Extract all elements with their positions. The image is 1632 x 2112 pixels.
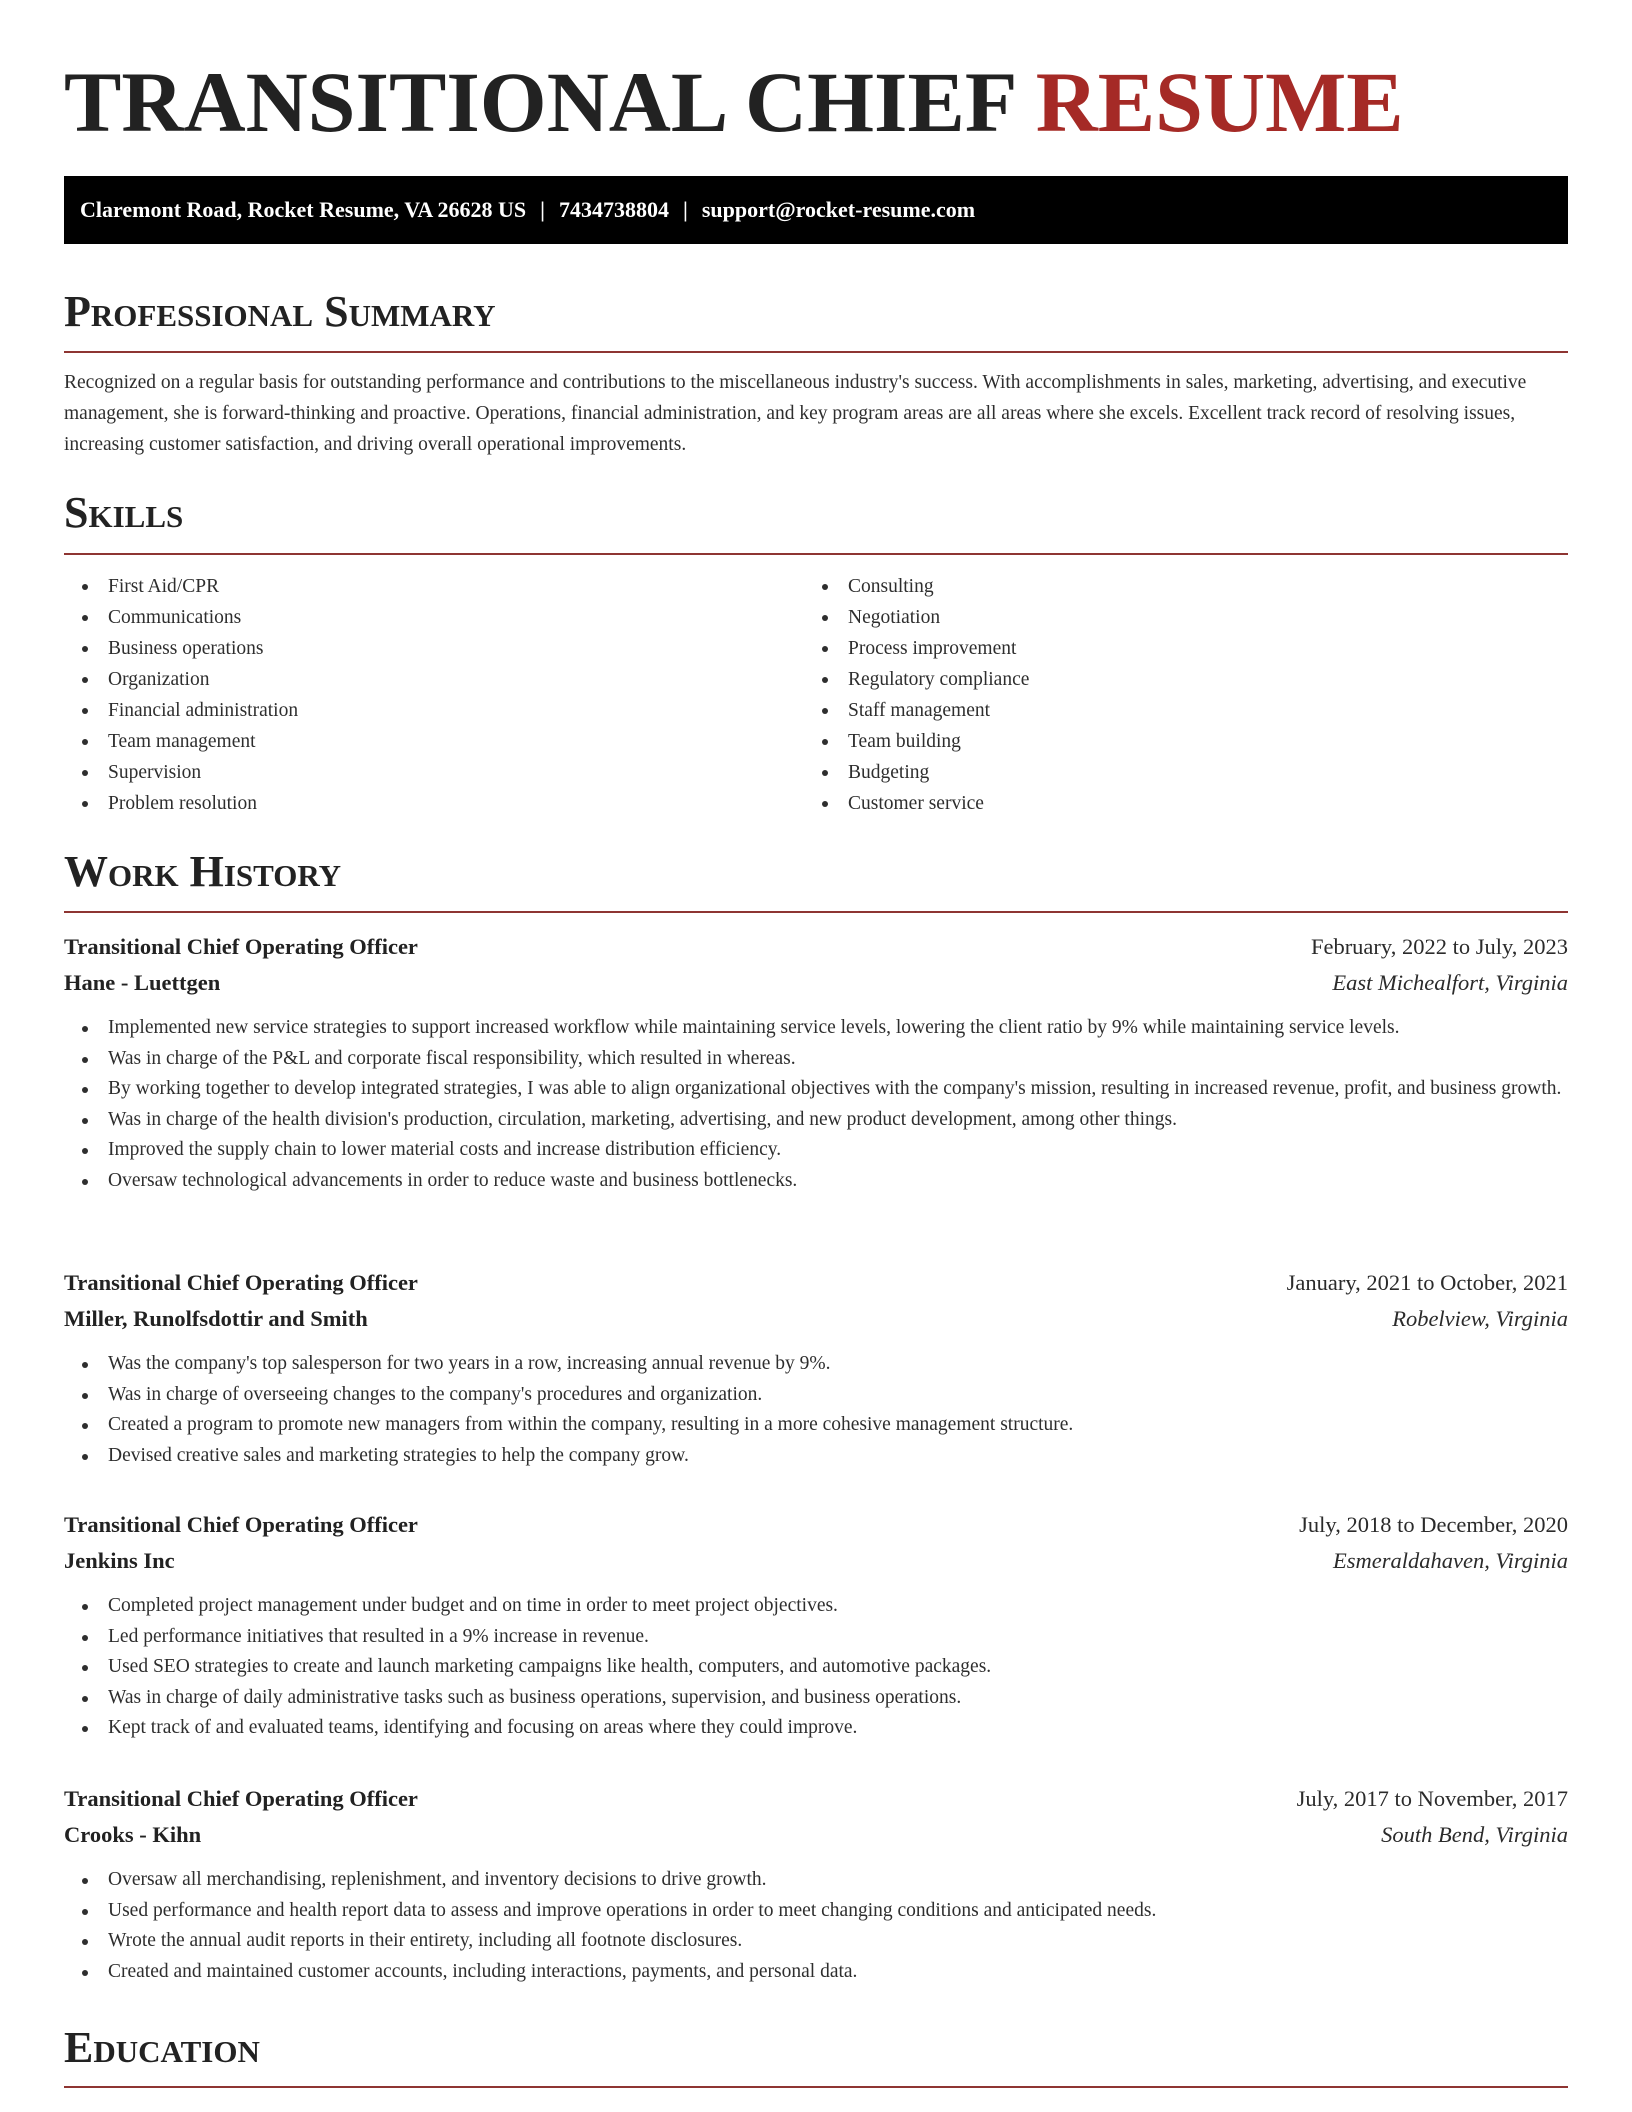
summary-heading-text: Professional Summary [64, 287, 496, 336]
job-entry [64, 1265, 1568, 1471]
list-item: Devised creative sales and marketing strategies to help the company grow. [64, 1441, 1568, 1472]
list-item: Business operations [64, 633, 804, 664]
list-item: First Aid/CPR [64, 571, 804, 602]
job-bullet-list [64, 1865, 1568, 1987]
summary-text: Recognized on a regular basis for outstanding performance and contributions to the miscellaneous industry's success. With accomplishments in sales, marketing, advertising, and executive management, she is forward-thinking and proactive. Operations, financial administration, and key program areas are all areas where she excels. Excellent track record of resolving issues, increasing customer satisfaction, and driving overall operational improvements. [64, 372, 1527, 455]
education-heading [64, 2023, 1568, 2073]
job-bullet-list [64, 1349, 1568, 1471]
contact-phone[interactable]: 7434738804 [558, 197, 669, 222]
contact-address: Claremont Road, Rocket Resume, VA 26628 US [80, 197, 527, 222]
list-item: Staff management [804, 695, 1544, 726]
list-item: Was in charge of daily administrative tasks such as business operations, supervision, and business operations. [64, 1683, 1568, 1714]
job-title: Transitional Chief Operating Officer [64, 934, 418, 959]
list-item: Was the company's top salesperson for two years in a row, increasing annual revenue by 9%. [64, 1349, 1568, 1380]
job-location: Robelview, Virginia [1392, 1306, 1568, 1331]
list-item: Financial administration [64, 695, 804, 726]
job-location: East Michealfort, Virginia [1332, 970, 1568, 995]
job-dates: February, 2022 to July, 2023 [1310, 934, 1568, 959]
list-item: Led performance initiatives that resulted in a 9% increase in revenue. [64, 1622, 1568, 1653]
list-item: Implemented new service strategies to support increased workflow while maintaining service levels, lowering the client ratio by 9% while maintaining service levels. [64, 1013, 1568, 1044]
list-item: Problem resolution [64, 788, 804, 819]
education-divider [64, 2086, 1568, 2088]
skills-heading-text: Skills [64, 488, 184, 537]
work-history-heading [64, 847, 1568, 897]
list-item: Budgeting [804, 757, 1544, 788]
list-item: Customer service [804, 788, 1544, 819]
list-item: Team building [804, 726, 1544, 757]
list-item: Supervision [64, 757, 804, 788]
contact-bar [64, 176, 1568, 244]
contact-email[interactable]: support@rocket-resume.com [701, 197, 976, 222]
work-history-divider [64, 911, 1568, 913]
job-dates: July, 2017 to November, 2017 [1296, 1786, 1568, 1811]
contact-separator: | [682, 197, 688, 222]
list-item: Was in charge of the health division's production, circulation, marketing, advertising, and new product development, among other things. [64, 1105, 1568, 1136]
resume-title [64, 52, 1404, 152]
job-company: Hane - Luettgen [64, 970, 221, 995]
list-item: Oversaw technological advancements in order to reduce waste and business bottlenecks. [64, 1166, 1568, 1197]
education-heading-text: Education [64, 2023, 260, 2072]
job-location: Esmeraldahaven, Virginia [1333, 1548, 1568, 1573]
list-item: Improved the supply chain to lower material costs and increase distribution efficiency. [64, 1135, 1568, 1166]
skills-list-right [804, 571, 1544, 819]
list-item: By working together to develop integrated strategies, I was able to align organizational objectives with the company's mission, resulting in increased revenue, profit, and business growth. [64, 1074, 1568, 1105]
job-company: Crooks - Kihn [64, 1822, 202, 1847]
list-item: Oversaw all merchandising, replenishment, and inventory decisions to drive growth. [64, 1865, 1568, 1896]
job-entry [64, 1781, 1568, 1987]
list-item: Kept track of and evaluated teams, identifying and focusing on areas where they could improve. [64, 1713, 1568, 1744]
list-item: Organization [64, 664, 804, 695]
job-dates: January, 2021 to October, 2021 [1286, 1270, 1568, 1295]
list-item: Team management [64, 726, 804, 757]
job-entry [64, 929, 1568, 1196]
job-bullet-list [64, 1591, 1568, 1744]
skills-divider [64, 553, 1568, 555]
list-item: Was in charge of the P&L and corporate fiscal responsibility, which resulted in whereas. [64, 1044, 1568, 1075]
job-company: Miller, Runolfsdottir and Smith [64, 1306, 368, 1331]
list-item: Regulatory compliance [804, 664, 1544, 695]
job-entry [64, 1507, 1568, 1744]
list-item: Was in charge of overseeing changes to the company's procedures and organization. [64, 1380, 1568, 1411]
skills-list-left [64, 571, 804, 819]
list-item: Completed project management under budget and on time in order to meet project objectives. [64, 1591, 1568, 1622]
list-item: Wrote the annual audit reports in their entirety, including all footnote disclosures. [64, 1926, 1568, 1957]
list-item: Created and maintained customer accounts, including interactions, payments, and personal data. [64, 1957, 1568, 1988]
list-item: Used performance and health report data to assess and improve operations in order to meet changing conditions and anticipated needs. [64, 1896, 1568, 1927]
contact-separator: | [540, 197, 545, 222]
job-title: Transitional Chief Operating Officer [64, 1270, 418, 1295]
summary-divider [64, 351, 1568, 353]
job-company: Jenkins Inc [64, 1548, 175, 1573]
list-item: Negotiation [804, 602, 1544, 633]
title-main: TRANSITIONAL CHIEF [64, 54, 1036, 150]
list-item: Created a program to promote new managers from within the company, resulting in a more cohesive management structure. [64, 1410, 1568, 1441]
work-history-heading-text: Work History [64, 847, 342, 896]
list-item: Communications [64, 602, 804, 633]
job-dates: July, 2018 to December, 2020 [1299, 1512, 1568, 1537]
list-item: Consulting [804, 571, 1544, 602]
title-accent: RESUME [1035, 54, 1404, 150]
job-title: Transitional Chief Operating Officer [64, 1512, 418, 1537]
job-bullet-list [64, 1013, 1568, 1196]
list-item: Used SEO strategies to create and launch marketing campaigns like health, computers, and automotive packages. [64, 1652, 1568, 1683]
job-title: Transitional Chief Operating Officer [64, 1786, 418, 1811]
job-location: South Bend, Virginia [1381, 1822, 1568, 1847]
summary-heading [64, 287, 1568, 337]
list-item: Process improvement [804, 633, 1544, 664]
skills-heading [64, 488, 1568, 538]
